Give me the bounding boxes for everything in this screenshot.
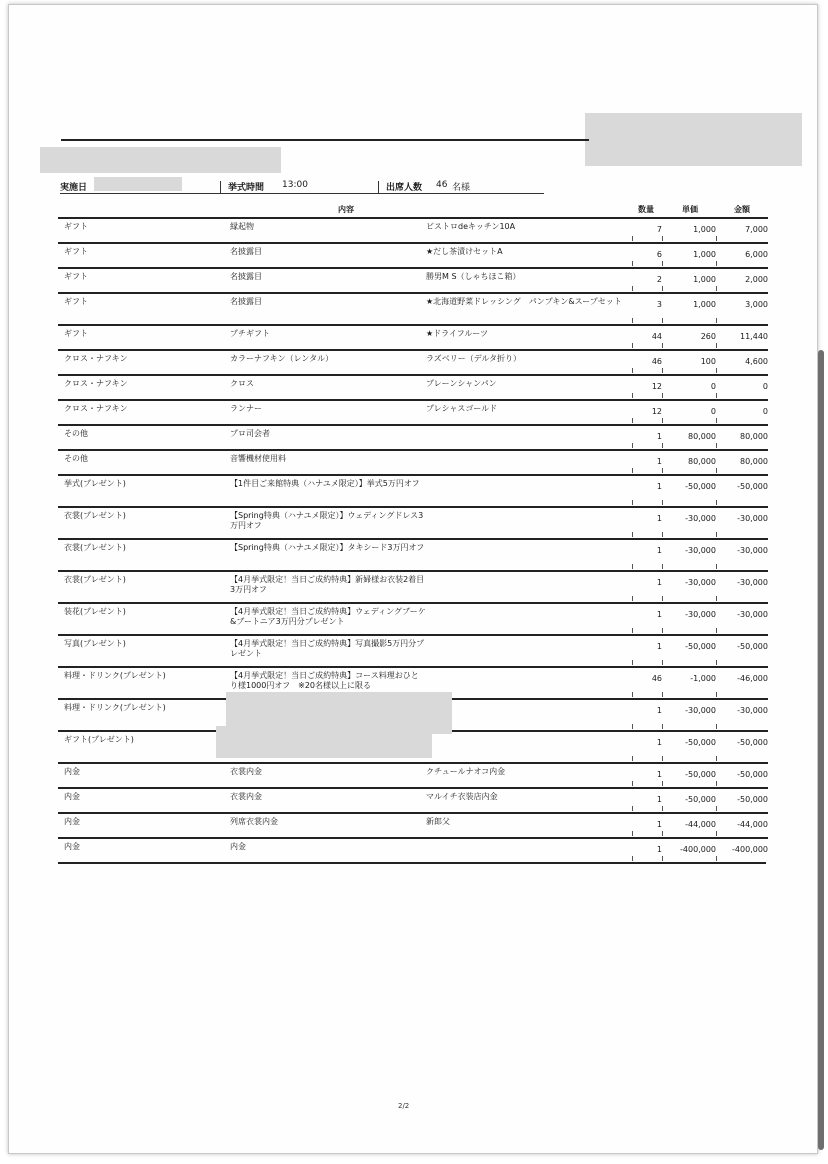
- table-row: [58, 217, 768, 242]
- row-detail: クチュールナオコ内金: [426, 767, 506, 776]
- row-unit-price: 1,000: [693, 225, 716, 234]
- line-items-table: [58, 217, 768, 862]
- row-quantity: 46: [651, 674, 662, 683]
- row-unit-price: -50,000: [685, 738, 716, 747]
- column-content: 内容: [338, 205, 354, 214]
- row-quantity: 46: [651, 357, 662, 366]
- row-quantity: 1: [656, 457, 662, 466]
- row-item: 【1件目ご来館特典（ハナユメ限定）】挙式5万円オフ: [230, 479, 420, 488]
- column-tick: [662, 692, 663, 697]
- row-amount: -400,000: [732, 845, 768, 854]
- row-item: 縁起物: [230, 222, 254, 231]
- column-tick: [662, 781, 663, 786]
- row-detail: プレーンシャンパン: [426, 379, 497, 388]
- column-tick: [716, 660, 717, 665]
- table-row: [58, 349, 768, 374]
- column-tick: [662, 468, 663, 473]
- column-tick: [716, 628, 717, 633]
- row-quantity: 1: [656, 514, 662, 523]
- column-tick: [716, 831, 717, 836]
- row-amount: -50,000: [737, 482, 768, 491]
- row-category: 内金: [64, 817, 80, 826]
- column-tick: [662, 806, 663, 811]
- column-tick: [632, 806, 633, 811]
- row-quantity: 1: [656, 546, 662, 555]
- column-tick: [716, 443, 717, 448]
- table-row: [58, 837, 768, 862]
- row-item: 内金: [230, 842, 246, 851]
- row-amount: 6,000: [745, 250, 768, 259]
- column-tick: [716, 756, 717, 761]
- header-underline: [60, 193, 544, 194]
- column-tick: [662, 856, 663, 861]
- row-amount: -50,000: [737, 795, 768, 804]
- redacted-block-top-right: [585, 113, 802, 166]
- row-item: 【4月挙式限定！当日ご成約特典】ウェディングブーケ&ブートニア3万円分プレゼント: [230, 607, 426, 626]
- row-amount: -44,000: [737, 820, 768, 829]
- redacted-block-title: [40, 147, 281, 173]
- column-tick: [632, 660, 633, 665]
- column-tick: [662, 286, 663, 291]
- row-detail: ビストロdeキッチン10A: [426, 222, 516, 231]
- row-unit-price: -30,000: [685, 706, 716, 715]
- column-tick: [662, 596, 663, 601]
- row-unit-price: 0: [710, 407, 716, 416]
- column-quantity: 数量: [638, 205, 654, 214]
- row-amount: 2,000: [745, 275, 768, 284]
- row-amount: -50,000: [737, 642, 768, 651]
- column-tick: [716, 286, 717, 291]
- column-tick: [632, 532, 633, 537]
- scrollbar[interactable]: [818, 350, 824, 1150]
- column-tick: [716, 318, 717, 323]
- header-separator: [378, 181, 379, 193]
- column-tick: [716, 343, 717, 348]
- column-tick: [632, 343, 633, 348]
- row-quantity: 1: [656, 738, 662, 747]
- redacted-item-detail: [216, 726, 432, 758]
- table-row: [58, 538, 768, 570]
- column-tick: [632, 236, 633, 241]
- row-quantity: 1: [656, 795, 662, 804]
- column-tick: [662, 532, 663, 537]
- row-quantity: 7: [656, 225, 662, 234]
- row-amount: 80,000: [740, 432, 768, 441]
- row-unit-price: -50,000: [685, 642, 716, 651]
- column-tick: [716, 596, 717, 601]
- table-header: [58, 204, 768, 218]
- row-detail: ★ドライフルーツ: [426, 329, 489, 338]
- row-quantity: 1: [656, 482, 662, 491]
- row-quantity: 3: [656, 300, 662, 309]
- column-tick: [632, 596, 633, 601]
- row-quantity: 1: [656, 820, 662, 829]
- row-unit-price: 0: [710, 382, 716, 391]
- column-unit-price: 単価: [682, 205, 698, 214]
- row-unit-price: 80,000: [688, 457, 716, 466]
- column-tick: [632, 831, 633, 836]
- column-tick: [716, 236, 717, 241]
- row-category: 内金: [64, 842, 80, 851]
- column-tick: [632, 756, 633, 761]
- row-category: 料理・ドリンク(プレゼント): [64, 703, 166, 712]
- row-item: 【4月挙式限定！当日ご成約特典】新婦様お衣装2着目3万円オフ: [230, 575, 425, 594]
- row-category: 料理・ドリンク(プレゼント): [64, 671, 166, 680]
- row-item: 【4月挙式限定！当日ご成約特典】コース料理おひとり様1000円オフ ※20名様以上に限る: [230, 671, 419, 690]
- column-tick: [632, 724, 633, 729]
- column-tick: [716, 856, 717, 861]
- row-detail: マルイチ衣装店内金: [426, 792, 498, 801]
- table-row: [58, 399, 768, 424]
- row-category: その他: [64, 429, 88, 438]
- column-tick: [716, 500, 717, 505]
- column-tick: [716, 261, 717, 266]
- table-row: [58, 570, 768, 602]
- row-item: プチギフト: [230, 329, 270, 338]
- column-tick: [662, 368, 663, 373]
- row-amount: -30,000: [737, 706, 768, 715]
- row-item: プロ司会者: [230, 429, 270, 438]
- table-row: [58, 634, 768, 666]
- column-tick: [716, 393, 717, 398]
- row-quantity: 1: [656, 578, 662, 587]
- row-amount: 3,000: [745, 300, 768, 309]
- row-item: ランナー: [230, 404, 262, 413]
- column-tick: [662, 831, 663, 836]
- row-unit-price: -50,000: [685, 482, 716, 491]
- row-category: ギフト: [64, 247, 88, 256]
- column-tick: [662, 261, 663, 266]
- row-amount: 11,440: [740, 332, 768, 341]
- row-category: ギフト: [64, 329, 88, 338]
- column-tick: [716, 692, 717, 697]
- attendees-unit: 名様: [452, 183, 471, 193]
- row-detail: 勝男M S（しゃちほこ箱）: [426, 272, 521, 281]
- row-quantity: 1: [656, 706, 662, 715]
- row-category: その他: [64, 454, 88, 463]
- table-row: [58, 424, 768, 449]
- row-item: 衣裳内金: [230, 792, 262, 801]
- table-row: [58, 374, 768, 399]
- column-tick: [662, 756, 663, 761]
- table-row: [58, 787, 768, 812]
- row-item: 【Spring特典（ハナユメ限定）】タキシード3万円オフ: [230, 543, 425, 552]
- row-detail: ★北海道野菜ドレッシング パンプキン&スープセット: [426, 297, 622, 306]
- date-label: 実施日: [60, 183, 88, 193]
- row-unit-price: -50,000: [685, 770, 716, 779]
- row-category: 写真(プレゼント): [64, 639, 126, 648]
- column-tick: [662, 236, 663, 241]
- attendees-label: 出席人数: [386, 183, 423, 193]
- column-tick: [632, 418, 633, 423]
- row-quantity: 44: [651, 332, 662, 341]
- column-tick: [632, 286, 633, 291]
- row-category: 衣裳(プレゼント): [64, 543, 126, 552]
- row-category: 挙式(プレゼント): [64, 479, 126, 488]
- row-amount: -50,000: [737, 738, 768, 747]
- column-tick: [716, 418, 717, 423]
- table-row: [58, 242, 768, 267]
- table-row: [58, 324, 768, 349]
- row-unit-price: 1,000: [693, 300, 716, 309]
- row-category: クロス・ナフキン: [64, 354, 128, 363]
- row-item: 名披露目: [230, 297, 262, 306]
- row-quantity: 1: [656, 642, 662, 651]
- row-amount: -30,000: [737, 514, 768, 523]
- column-tick: [716, 564, 717, 569]
- row-quantity: 2: [656, 275, 662, 284]
- row-amount: 80,000: [740, 457, 768, 466]
- column-tick: [632, 564, 633, 569]
- attendees-count: 46: [436, 180, 448, 190]
- row-category: 衣裳(プレゼント): [64, 511, 126, 520]
- column-tick: [662, 418, 663, 423]
- table-row: [58, 812, 768, 837]
- row-item: 列席衣裳内金: [230, 817, 278, 826]
- row-category: クロス・ナフキン: [64, 404, 128, 413]
- row-category: ギフト: [64, 222, 88, 231]
- table-row: [58, 762, 768, 787]
- row-amount: 4,600: [745, 357, 768, 366]
- row-unit-price: -1,000: [690, 674, 716, 683]
- column-tick: [662, 724, 663, 729]
- table-row: [58, 506, 768, 538]
- header-separator: [220, 181, 221, 193]
- row-unit-price: -30,000: [685, 578, 716, 587]
- row-unit-price: -50,000: [685, 795, 716, 804]
- ceremony-time-label: 挙式時間: [228, 183, 265, 193]
- row-unit-price: -30,000: [685, 514, 716, 523]
- column-tick: [632, 318, 633, 323]
- row-category: 内金: [64, 792, 80, 801]
- table-row: [58, 267, 768, 292]
- column-tick: [632, 692, 633, 697]
- row-detail: 新郎父: [426, 817, 450, 826]
- column-tick: [716, 724, 717, 729]
- column-tick: [662, 443, 663, 448]
- table-row: [58, 292, 768, 324]
- column-tick: [662, 318, 663, 323]
- title-rule: [61, 139, 589, 141]
- row-unit-price: 1,000: [693, 250, 716, 259]
- column-tick: [716, 468, 717, 473]
- column-tick: [632, 443, 633, 448]
- row-detail: プレシャスゴールド: [426, 404, 498, 413]
- row-quantity: 1: [656, 770, 662, 779]
- column-tick: [632, 500, 633, 505]
- column-tick: [662, 660, 663, 665]
- column-tick: [662, 500, 663, 505]
- row-item: 【4月挙式限定！当日ご成約特典】写真撮影5万円分プレゼント: [230, 639, 425, 658]
- row-unit-price: -30,000: [685, 610, 716, 619]
- row-item: 名披露目: [230, 272, 262, 281]
- column-tick: [662, 343, 663, 348]
- row-quantity: 1: [656, 610, 662, 619]
- row-quantity: 6: [656, 250, 662, 259]
- redacted-date: [94, 177, 182, 191]
- row-amount: 0: [762, 382, 768, 391]
- table-row: [58, 449, 768, 474]
- column-tick: [716, 781, 717, 786]
- table-row: [58, 474, 768, 506]
- row-amount: 7,000: [745, 225, 768, 234]
- column-tick: [632, 393, 633, 398]
- row-amount: -46,000: [737, 674, 768, 683]
- row-quantity: 12: [651, 382, 662, 391]
- column-tick: [632, 781, 633, 786]
- column-amount: 金額: [734, 205, 750, 214]
- column-tick: [662, 628, 663, 633]
- row-amount: -30,000: [737, 546, 768, 555]
- table-bottom-rule: [58, 862, 766, 864]
- row-unit-price: 100: [700, 357, 716, 366]
- column-tick: [716, 806, 717, 811]
- column-tick: [632, 368, 633, 373]
- row-item: カラーナフキン（レンタル）: [230, 354, 334, 363]
- row-item: 音響機材使用料: [230, 454, 286, 463]
- row-category: 衣裳(プレゼント): [64, 575, 126, 584]
- row-unit-price: 260: [700, 332, 716, 341]
- row-detail: ★だし茶漬けセットA: [426, 247, 503, 256]
- column-tick: [632, 628, 633, 633]
- column-tick: [632, 856, 633, 861]
- ceremony-time: 13:00: [282, 180, 308, 190]
- row-unit-price: 1,000: [693, 275, 716, 284]
- row-amount: 0: [762, 407, 768, 416]
- row-unit-price: -44,000: [685, 820, 716, 829]
- column-tick: [632, 261, 633, 266]
- column-tick: [716, 368, 717, 373]
- table-row: [58, 602, 768, 634]
- column-tick: [662, 564, 663, 569]
- row-item: クロス: [230, 379, 254, 388]
- row-category: ギフト: [64, 297, 88, 306]
- row-category: ギフト(プレゼント): [64, 735, 134, 744]
- row-unit-price: -400,000: [680, 845, 716, 854]
- row-category: クロス・ナフキン: [64, 379, 128, 388]
- row-amount: -50,000: [737, 770, 768, 779]
- row-detail: ラズベリー（デルタ折り）: [426, 354, 522, 363]
- row-category: 内金: [64, 767, 80, 776]
- row-category: 装花(プレゼント): [64, 607, 126, 616]
- row-amount: -30,000: [737, 610, 768, 619]
- row-quantity: 12: [651, 407, 662, 416]
- row-item: 【Spring特典（ハナユメ限定）】ウェディングドレス3万円オフ: [230, 511, 424, 530]
- column-tick: [662, 393, 663, 398]
- row-item: 衣裳内金: [230, 767, 262, 776]
- row-category: ギフト: [64, 272, 88, 281]
- column-tick: [716, 532, 717, 537]
- row-item: 名披露目: [230, 247, 262, 256]
- page-number: 2/2: [398, 1102, 410, 1110]
- row-amount: -30,000: [737, 578, 768, 587]
- row-quantity: 1: [656, 845, 662, 854]
- row-unit-price: 80,000: [688, 432, 716, 441]
- column-tick: [632, 468, 633, 473]
- row-quantity: 1: [656, 432, 662, 441]
- row-unit-price: -30,000: [685, 546, 716, 555]
